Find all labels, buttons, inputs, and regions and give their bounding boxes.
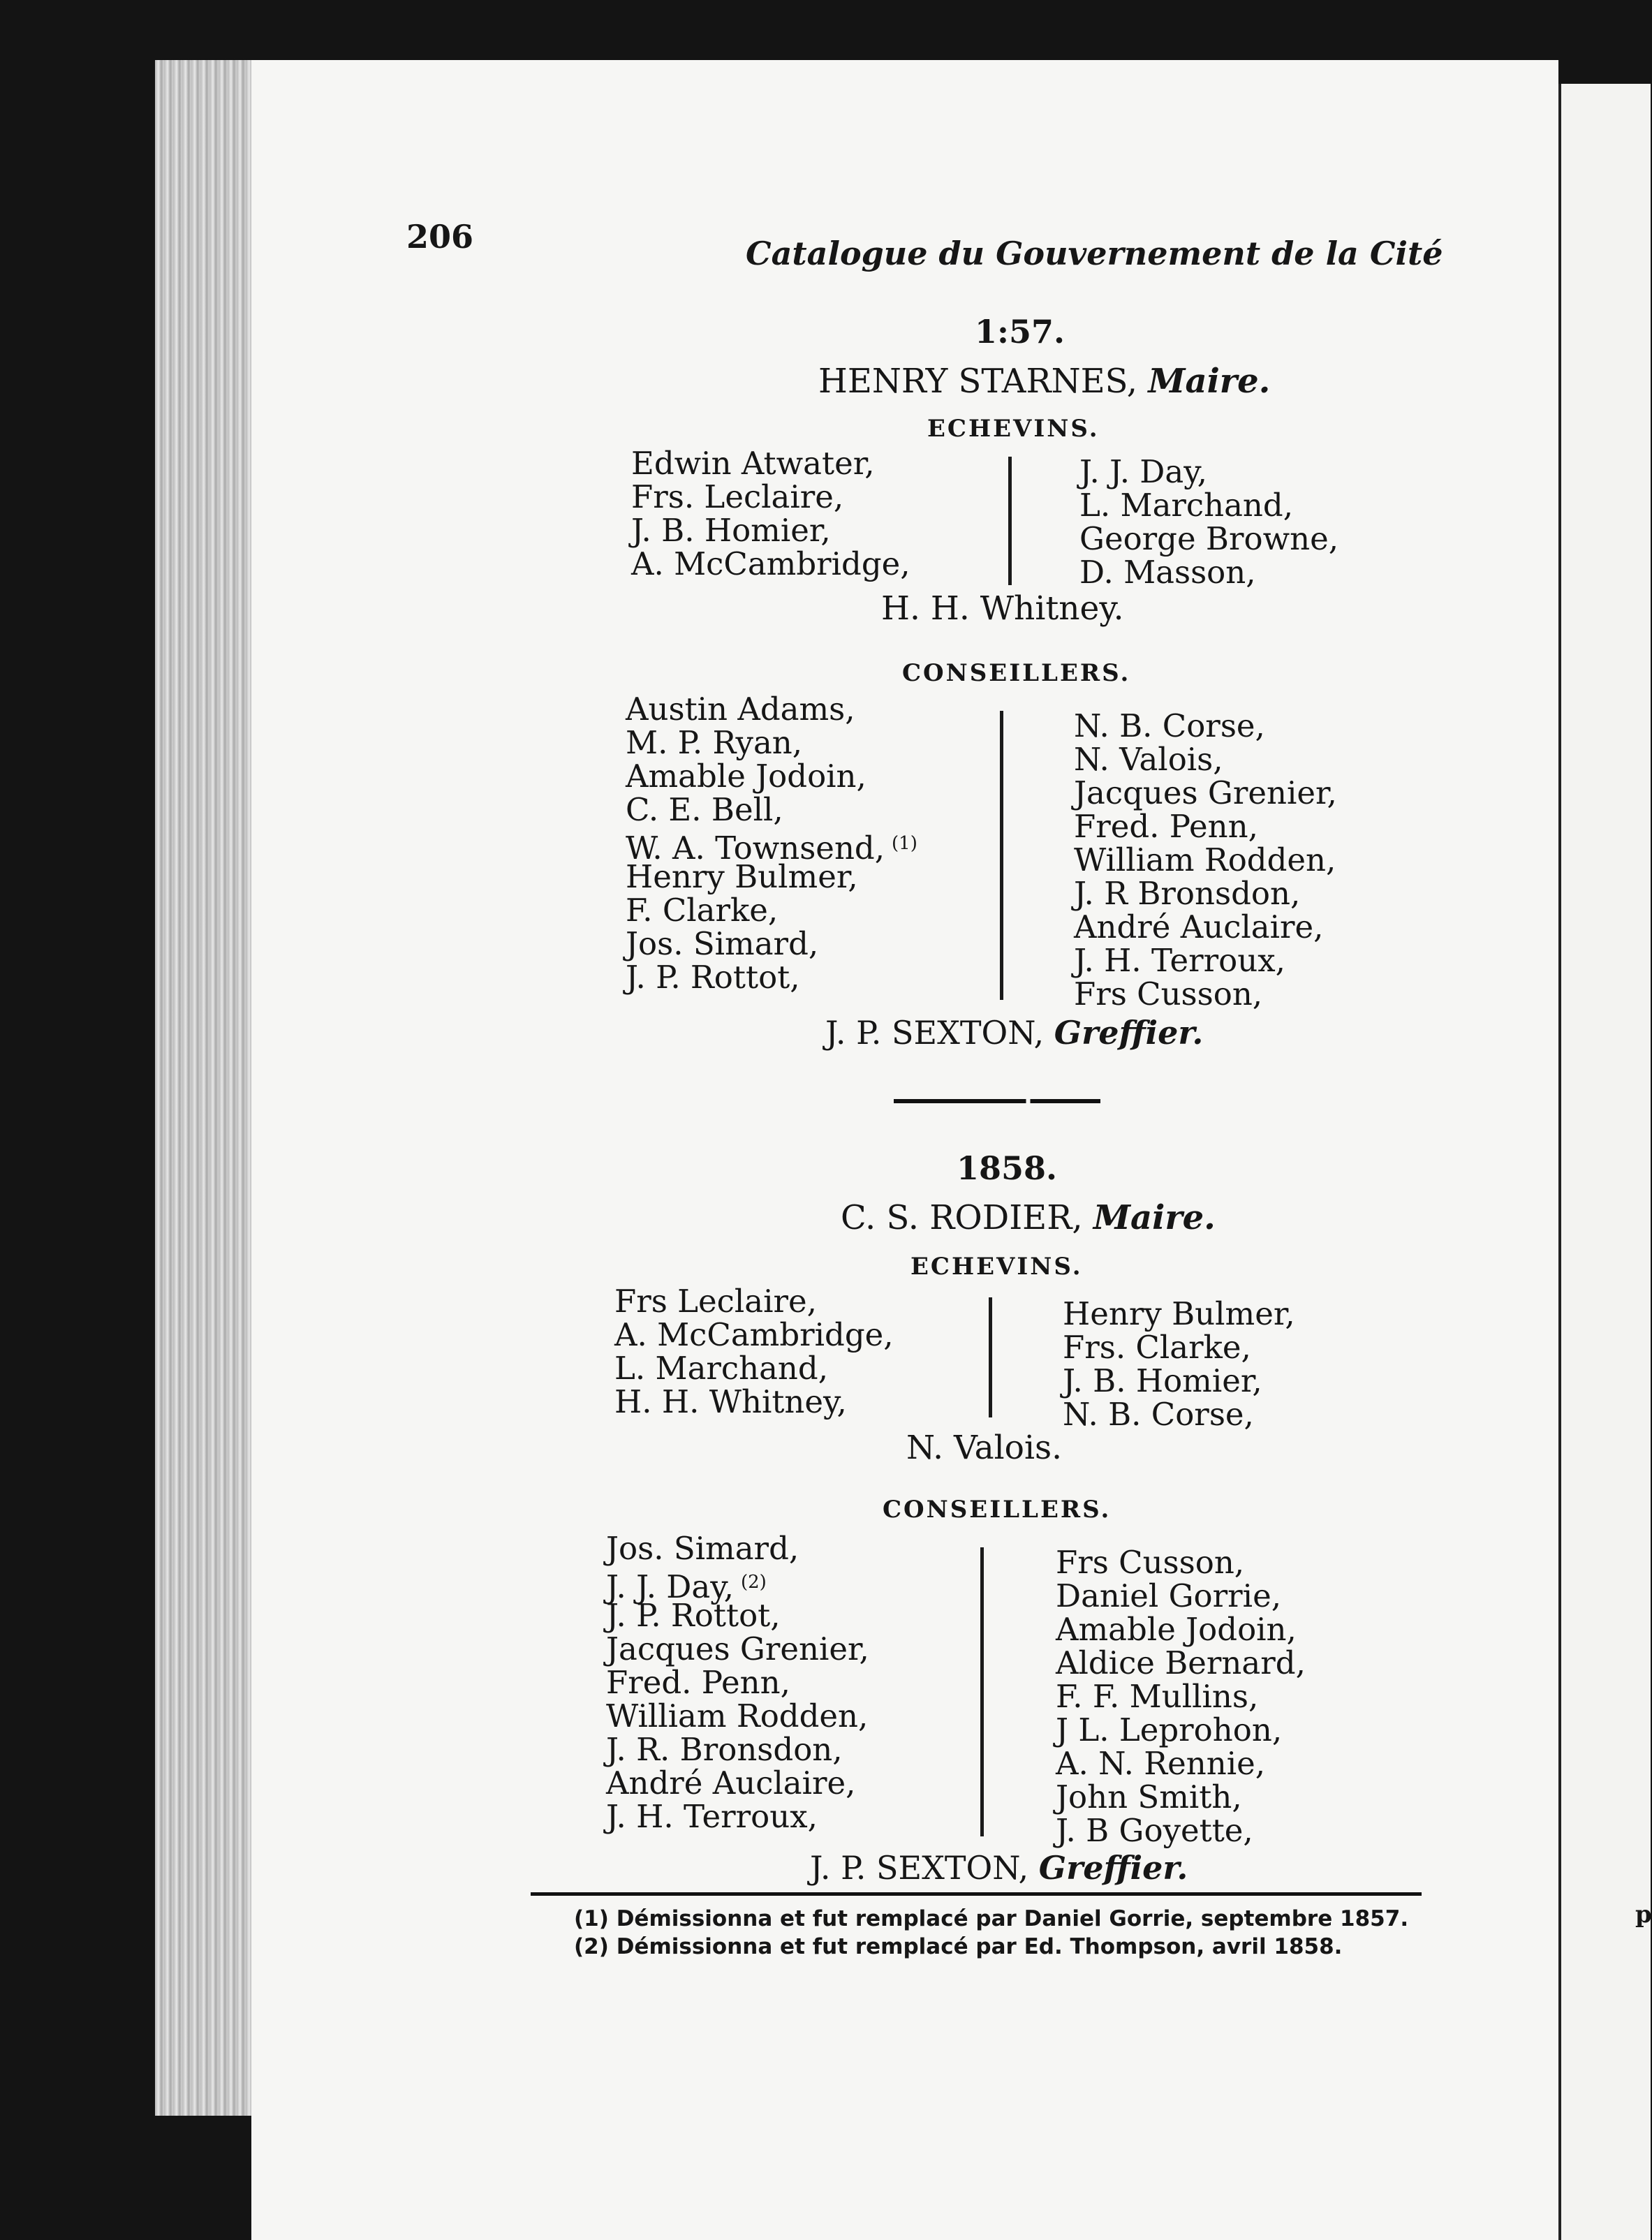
clerk-title: Greffier. (1038, 1849, 1188, 1887)
clerk-line-1858 (810, 1849, 1188, 1887)
year-heading-1857: 1:57. (975, 313, 1065, 351)
list-item: Frs Leclaire, (614, 1283, 817, 1320)
list-item: Frs Cusson, (1056, 1544, 1245, 1581)
footnote-divider (531, 1892, 1422, 1896)
list-item: Daniel Gorrie, (1056, 1577, 1281, 1614)
list-item: Fred. Penn, (606, 1664, 790, 1701)
echevins-right-list-1858 (1063, 1297, 1295, 1431)
list-item: George Browne, (1079, 520, 1339, 557)
echevins-extra-name-1858: N. Valois. (906, 1429, 1063, 1467)
list-item: J L. Leprohon, (1056, 1711, 1283, 1748)
list-item: André Auclaire, (606, 1764, 856, 1801)
list-item: J. J. Day, (1079, 453, 1207, 490)
list-item: J. H. Terroux, (1074, 942, 1285, 979)
conseillers-heading-1857: CONSEILLERS. (902, 659, 1131, 687)
echevins-left-list-1858 (614, 1285, 894, 1419)
mayor-line-1858 (841, 1198, 1216, 1237)
list-item: John Smith, (1056, 1778, 1242, 1815)
clerk-name: J. P. SEXTON, (810, 1849, 1029, 1887)
mayor-name: HENRY STARNES, (818, 362, 1138, 401)
list-item: Frs. Leclaire, (631, 478, 844, 515)
column-divider (980, 1547, 984, 1836)
list-item: A. McCambridge, (631, 545, 910, 582)
list-item: Henry Bulmer, (1063, 1295, 1295, 1332)
mayor-line-1857 (818, 362, 1270, 401)
list-item: F. F. Mullins, (1056, 1678, 1259, 1715)
list-item: J. B Goyette, (1056, 1812, 1253, 1849)
clerk-name: J. P. SEXTON, (825, 1014, 1045, 1052)
list-item: J. R. Bronsdon, (606, 1731, 843, 1768)
footnote-ref: (2) (740, 1572, 767, 1593)
list-item: André Auclaire, (1074, 908, 1324, 945)
list-item: Austin Adams, (626, 691, 855, 728)
echevins-heading-1858: ECHEVINS. (910, 1253, 1083, 1281)
echevins-left-list-1857 (631, 447, 910, 581)
list-item: Amable Jodoin, (626, 758, 866, 795)
list-item: J. B. Homier, (1063, 1362, 1262, 1399)
list-item: A. McCambridge, (614, 1316, 894, 1353)
list-item: Fred. Penn, (1074, 808, 1258, 845)
facing-page-text-fragment: p (1635, 1901, 1652, 1929)
list-item: Frs. Clarke, (1063, 1329, 1251, 1366)
footnote-ref: (1) (892, 833, 917, 854)
list-item: N. B. Corse, (1074, 707, 1265, 744)
list-item: J. B. Homier, (631, 512, 831, 549)
list-item: Amable Jodoin, (1056, 1611, 1297, 1648)
echevins-right-list-1857 (1079, 455, 1338, 589)
list-item: Jacques Grenier, (1074, 774, 1337, 811)
list-item: Aldice Bernard, (1056, 1644, 1306, 1681)
list-item: J. R Bronsdon, (1074, 875, 1301, 912)
list-item: Jacques Grenier, (606, 1630, 869, 1667)
column-divider (1000, 711, 1003, 1000)
list-item: J. P. Rottot, (626, 959, 800, 996)
list-item (606, 1565, 869, 1605)
list-item: N. B. Corse, (1063, 1396, 1254, 1433)
list-item: D. Masson, (1079, 554, 1256, 591)
list-item: N. Valois, (1074, 741, 1223, 778)
conseillers-right-list-1857 (1074, 709, 1337, 1011)
list-item-text: W. A. Townsend, (626, 830, 885, 867)
book-page-edges (155, 60, 267, 2116)
echevins-heading-1857: ECHEVINS. (927, 415, 1100, 443)
list-item: F. Clarke, (626, 892, 779, 929)
footnote-2: (2) Démissionna et fut remplacé par Ed. Thompson, avril 1858. (574, 1934, 1343, 1959)
conseillers-left-list-1858 (606, 1532, 869, 1834)
list-item: C. E. Bell, (626, 791, 783, 828)
list-item: Frs Cusson, (1074, 975, 1263, 1012)
list-item: Edwin Atwater, (631, 445, 875, 482)
running-head: Catalogue du Gouvernement de la Cité (746, 235, 1443, 272)
list-item: William Rodden, (606, 1697, 869, 1734)
section-divider (894, 1099, 1100, 1103)
conseillers-right-list-1858 (1056, 1546, 1306, 1848)
list-item: J. P. Rottot, (606, 1597, 781, 1634)
list-item: Jos. Simard, (626, 925, 819, 962)
list-item (626, 827, 917, 867)
list-item: A. N. Rennie, (1056, 1745, 1266, 1782)
conseillers-left-list-1857 (626, 693, 917, 994)
list-item: Jos. Simard, (606, 1530, 799, 1567)
conseillers-heading-1858: CONSEILLERS. (883, 1496, 1112, 1524)
list-item: William Rodden, (1074, 841, 1336, 878)
mayor-name: C. S. RODIER, (841, 1198, 1083, 1237)
column-divider (989, 1297, 992, 1417)
list-item: M. P. Ryan, (626, 724, 803, 761)
list-item: Henry Bulmer, (626, 858, 858, 895)
mayor-title: Maire. (1093, 1198, 1216, 1237)
column-divider (1008, 457, 1012, 585)
list-item-text: J. J. Day, (606, 1568, 734, 1605)
list-item: L. Marchand, (614, 1350, 829, 1387)
list-item: L. Marchand, (1079, 487, 1294, 524)
page-number: 206 (406, 218, 474, 256)
footnote-1: (1) Démissionna et fut remplacé par Daniel Gorrie, septembre 1857. (574, 1906, 1409, 1931)
list-item: J. H. Terroux, (606, 1798, 818, 1835)
echevins-extra-name-1857: H. H. Whitney. (881, 589, 1124, 628)
mayor-title: Maire. (1148, 362, 1271, 401)
year-heading-1858: 1858. (957, 1149, 1058, 1187)
list-item: H. H. Whitney, (614, 1383, 847, 1420)
clerk-title: Greffier. (1054, 1014, 1204, 1052)
clerk-line-1857 (825, 1014, 1203, 1052)
